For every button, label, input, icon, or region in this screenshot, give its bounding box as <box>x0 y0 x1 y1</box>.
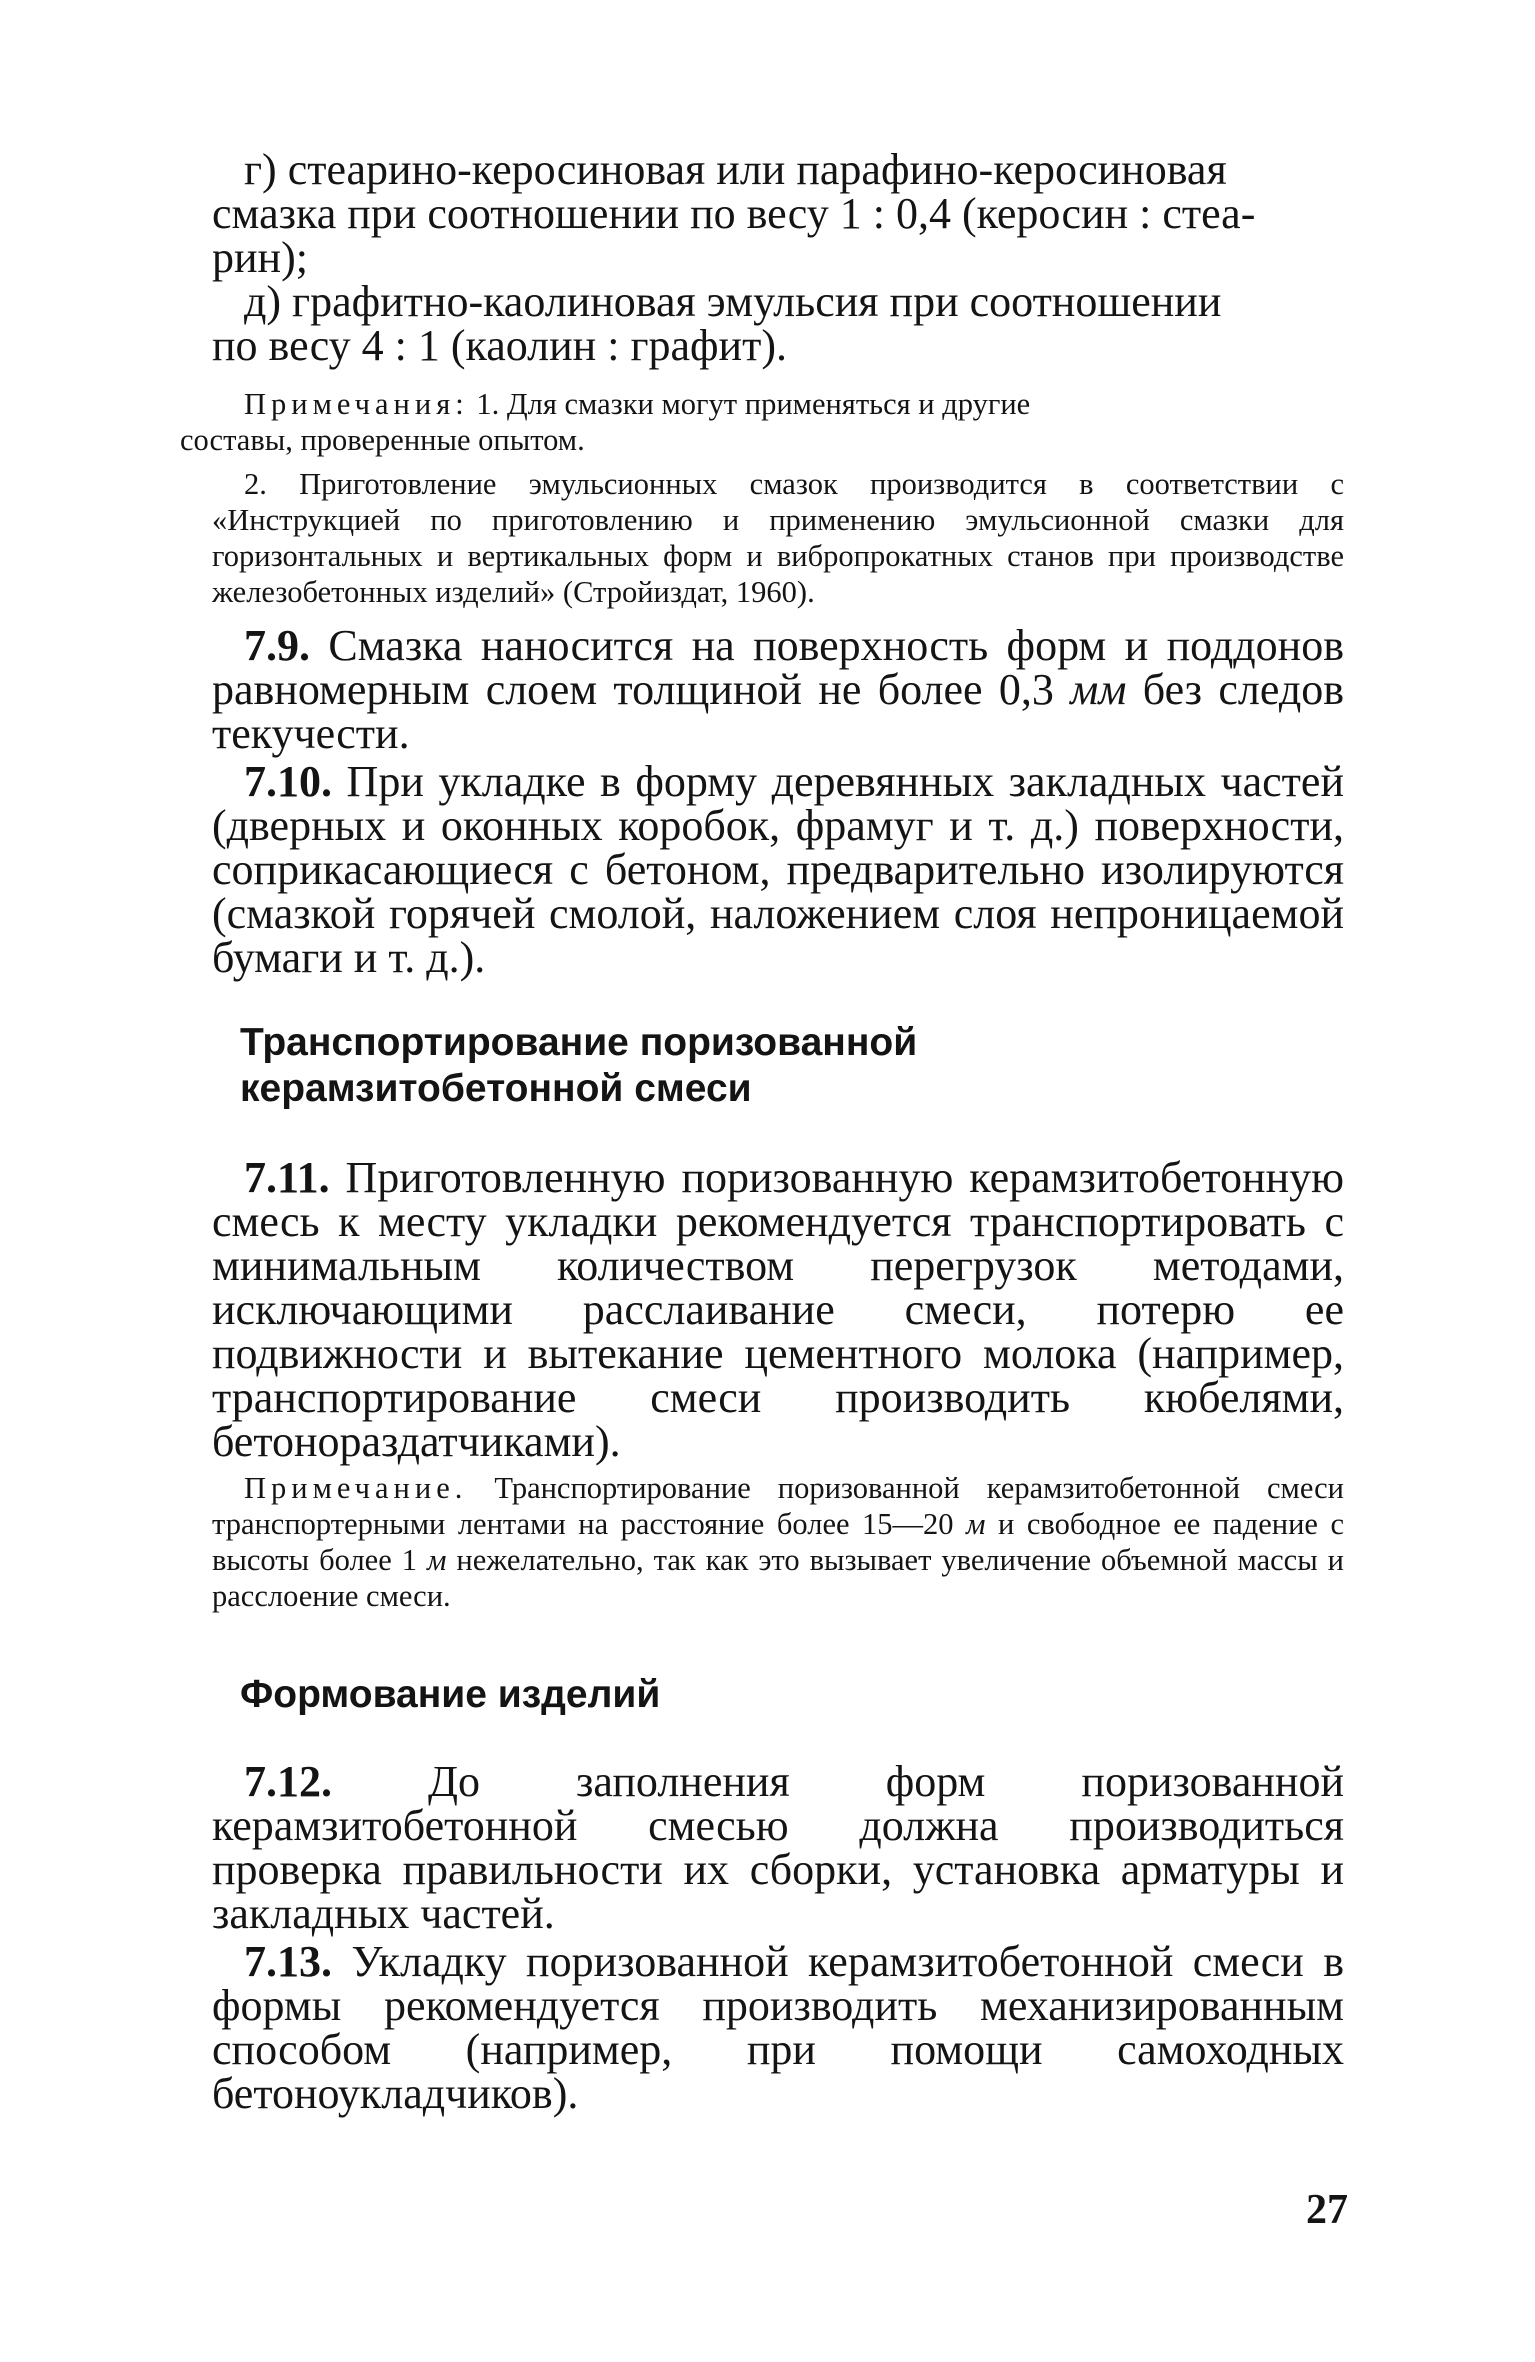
clause-7-9-unit: мм <box>1070 665 1127 714</box>
clause-7-12 <box>212 1757 1344 1938</box>
list-item-g-line2: смазка при соотношении по весу 1 : 0,4 (керосин : стеа- <box>212 189 1256 238</box>
section-title-forming: Формование изделий <box>240 1673 661 1716</box>
note-1-second: составы, проверенные опытом. <box>180 423 585 457</box>
notes-lead: Примечания: <box>244 387 469 421</box>
list-item-d-line1: д) графитно-каолиновая эмульсия при соотношении <box>244 277 1222 326</box>
list-item-g-line1: г) стеарино-керосиновая или парафино-керосиновая <box>244 145 1227 194</box>
note-transport-unit-2: м <box>426 1543 447 1577</box>
list-item-g <box>212 145 1344 282</box>
note-transport-text-3: нежелательно, так как это вызывает увеличение объемной массы и расслоение смеси. <box>212 1543 1344 1613</box>
page-number: 27 <box>1306 2187 1348 2233</box>
section-title-transport-line2: керамзитобетонной смеси <box>240 1067 752 1110</box>
clause-7-9-number: 7.9. <box>244 621 310 670</box>
list-item-g-line3: рин); <box>212 233 308 282</box>
clause-7-11-number: 7.11. <box>244 1153 330 1202</box>
clause-7-9 <box>212 621 1344 758</box>
clause-7-9-text-a: Смазка наносится на поверхность форм и поддонов равномерным слоем толщиной не более 0,3 <box>212 621 1344 714</box>
clause-7-11 <box>212 1153 1344 1466</box>
clause-7-13-text: Укладку поризованной керамзитобетонной смеси в формы рекомендуется производить механизированным способом (например, при помощи самоходных бетоноукладчиков). <box>212 1937 1344 2118</box>
clause-7-10 <box>212 757 1344 982</box>
note-transport-lead: Примечание. <box>244 1471 468 1505</box>
note-1-first: 1. Для смазки могут применяться и другие <box>468 387 1031 421</box>
clause-7-10-number: 7.10. <box>244 757 332 806</box>
note-transport-unit-1: м <box>966 1507 986 1541</box>
note-transport-text-2: и свободное ее падение с высоты более 1 <box>212 1507 1344 1577</box>
clause-7-13 <box>212 1937 1344 2118</box>
list-item-d-line2: по весу 4 : 1 (каолин : графит). <box>212 321 787 370</box>
page-content <box>180 145 1344 2118</box>
clause-7-10-text: При укладке в форму деревянных закладных частей (дверных и оконных коробок, фрамуг и т. д.) поверхности, соприкасающиеся с бетоном, предварительно изолируются (смазкой горячей смолой, наложением слоя непроницаемой бумаги и т. д.). <box>212 757 1344 982</box>
note-transport <box>212 1470 1344 1614</box>
notes-block-first <box>180 386 1344 458</box>
clause-7-12-number: 7.12. <box>244 1757 332 1806</box>
section-title-transport-line1: Транспортирование поризованной <box>240 1021 918 1064</box>
clause-7-12-text: До заполнения форм поризованной керамзитобетонной смесью должна производиться проверка правильности их сборки, установка арматуры и закладных частей. <box>212 1757 1344 1938</box>
note-transport-text-1: Транспортирование поризованной керамзитобетонной смеси транспортерными лентами на расстояние более 15—20 <box>212 1471 1344 1541</box>
section-title-transport <box>212 1020 1344 1112</box>
clause-7-11-text: Приготовленную поризованную керамзитобетонную смесь к месту укладки рекомендуется транспортировать с минимальным количеством перегрузок методами, исключающими расслаивание смеси, потерю ее подвижности и вытекание цементного молока (например, транспортирование смеси производить кюбелями, бетонораздатчиками). <box>212 1153 1344 1466</box>
clause-7-9-text-b: без следов текучести. <box>212 665 1344 758</box>
clause-7-13-number: 7.13. <box>244 1937 332 1986</box>
note-2: 2. Приготовление эмульсионных смазок производится в соответствии с «Инструкцией по приготовлению и применению эмульсионной смазки для горизонтальных и вертикальных форм и вибропрокатных станов при производстве железобетонных изделий» (Стройиздат, 1960). <box>212 467 1344 609</box>
list-item-d <box>212 277 1344 370</box>
